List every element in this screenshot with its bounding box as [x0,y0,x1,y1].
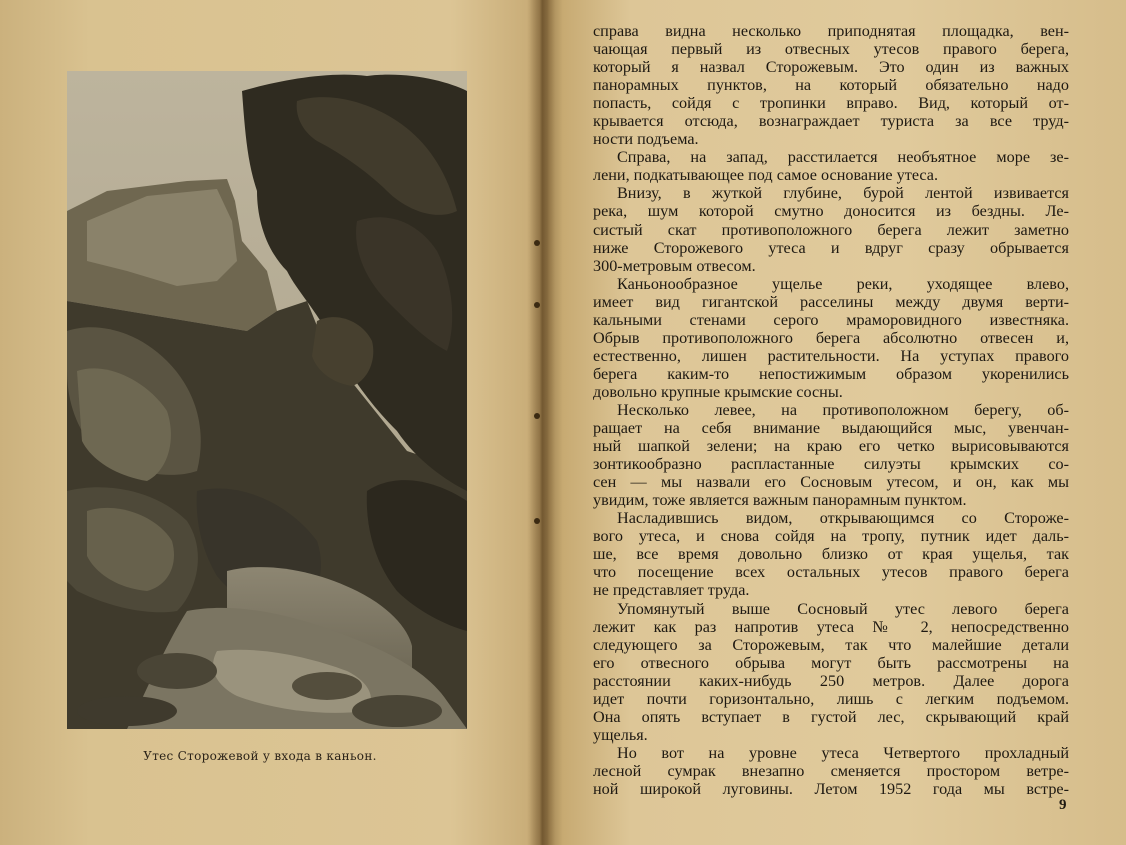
text-line: следующего за Сторожевым, так что малейшие детали [593,635,1069,654]
body-text [593,22,1069,798]
text-line: увидим, тоже является важным панорамным пунктом. [593,491,967,510]
text-line: имеет вид гигантской расселины между двумя верти- [593,292,1069,311]
text-line: река, шум которой смутно доносится из бездны. Ле- [593,202,1069,221]
text-line: систый скат противоположного берега лежит заметно [593,220,1069,239]
text-line: идет почти горизонтально, лишь с легким подъемом. [593,689,1069,708]
text-line: ниже Сторожевого утеса и вдруг сразу обрывается [593,238,1069,257]
page-number: 9 [1059,797,1067,813]
text-line: Упомянутый выше Сосновый утес левого берега [617,599,1069,618]
binding-stitch [534,518,540,524]
text-line: ше, все время довольно близко от края ущелья, так [593,545,1069,564]
text-line: его отвесного обрыва могут быть рассмотрены на [593,653,1069,672]
text-line: Внизу, в жуткой глубине, бурой лентой извивается [617,184,1069,203]
text-line: зонтикообразно распластанные силуэты крымских со- [593,455,1069,474]
canyon-photograph [67,71,467,729]
text-line: ращает на себя внимание выдающийся мыс, увенчан- [593,419,1069,438]
text-line: панорамных пунктов, на который обязательно надо [593,76,1069,95]
left-page [0,0,545,845]
binding-stitch [534,413,540,419]
binding-stitch [534,240,540,246]
text-line: крывается отсюда, вознаграждает туриста за все труд- [593,112,1069,131]
text-line: чающая первый из отвесных утесов правого берега, [593,40,1069,59]
text-line: расстоянии каких-нибудь 250 метров. Далее дорога [593,671,1069,690]
text-line: ущелья. [593,725,648,744]
text-line: Но вот на уровне утеса Четвертого прохладный [617,743,1069,762]
text-line: 300-метровым отвесом. [593,256,756,275]
text-line: лежит как раз напротив утеса № 2, непосредственно [593,617,1069,636]
text-line: Обрыв противоположного берега абсолютно отвесен и, [593,328,1069,347]
text-line: берега каким-то непостижимым образом укоренились [593,364,1069,383]
binding-stitch [534,302,540,308]
text-line: ный шапкой зелени; на краю его четко вырисовываются [593,437,1069,456]
text-line: не представляет труда. [593,581,750,600]
text-line: вого утеса, и снова сойдя на тропу, путник идет даль- [593,527,1069,546]
text-line: кальными стенами серого мраморовидного известняка. [593,310,1069,329]
canyon-photo-illustration [67,71,467,729]
text-line: ной широкой луговины. Летом 1952 года мы встре- [593,779,1069,798]
text-line: попасть, сойдя с тропинки вправо. Вид, который от- [593,94,1069,113]
text-line: Насладившись видом, открывающимся со Стороже- [617,509,1069,528]
text-line: довольно крупные крымские сосны. [593,382,843,401]
text-line: Каньонообразное ущелье реки, уходящее влево, [617,274,1069,293]
text-line: сен — мы назвали его Сосновым утесом, и он, как мы [593,473,1069,492]
text-line: ности подъема. [593,130,699,149]
text-line: естественно, лишен растительности. На уступах правого [593,346,1069,365]
text-line: Несколько левее, на противоположном берегу, об- [617,400,1069,419]
photo-caption: Утес Сторожевой у входа в каньон. [143,749,377,763]
text-line: Она опять вступает в густой лес, скрывающий край [593,707,1069,726]
text-line: лесной сумрак внезапно сменяется простором ветре- [593,761,1069,780]
text-line: справа видна несколько приподнятая площадка, вен- [593,22,1069,40]
text-line: Справа, на запад, расстилается необъятное море зе- [617,148,1069,167]
text-line: лени, подкатывающее под самое основание утеса. [593,166,939,185]
text-line: который я назвал Сторожевым. Это один из важных [593,58,1069,77]
text-line: что посещение всех остальных утесов правого берега [593,563,1069,582]
